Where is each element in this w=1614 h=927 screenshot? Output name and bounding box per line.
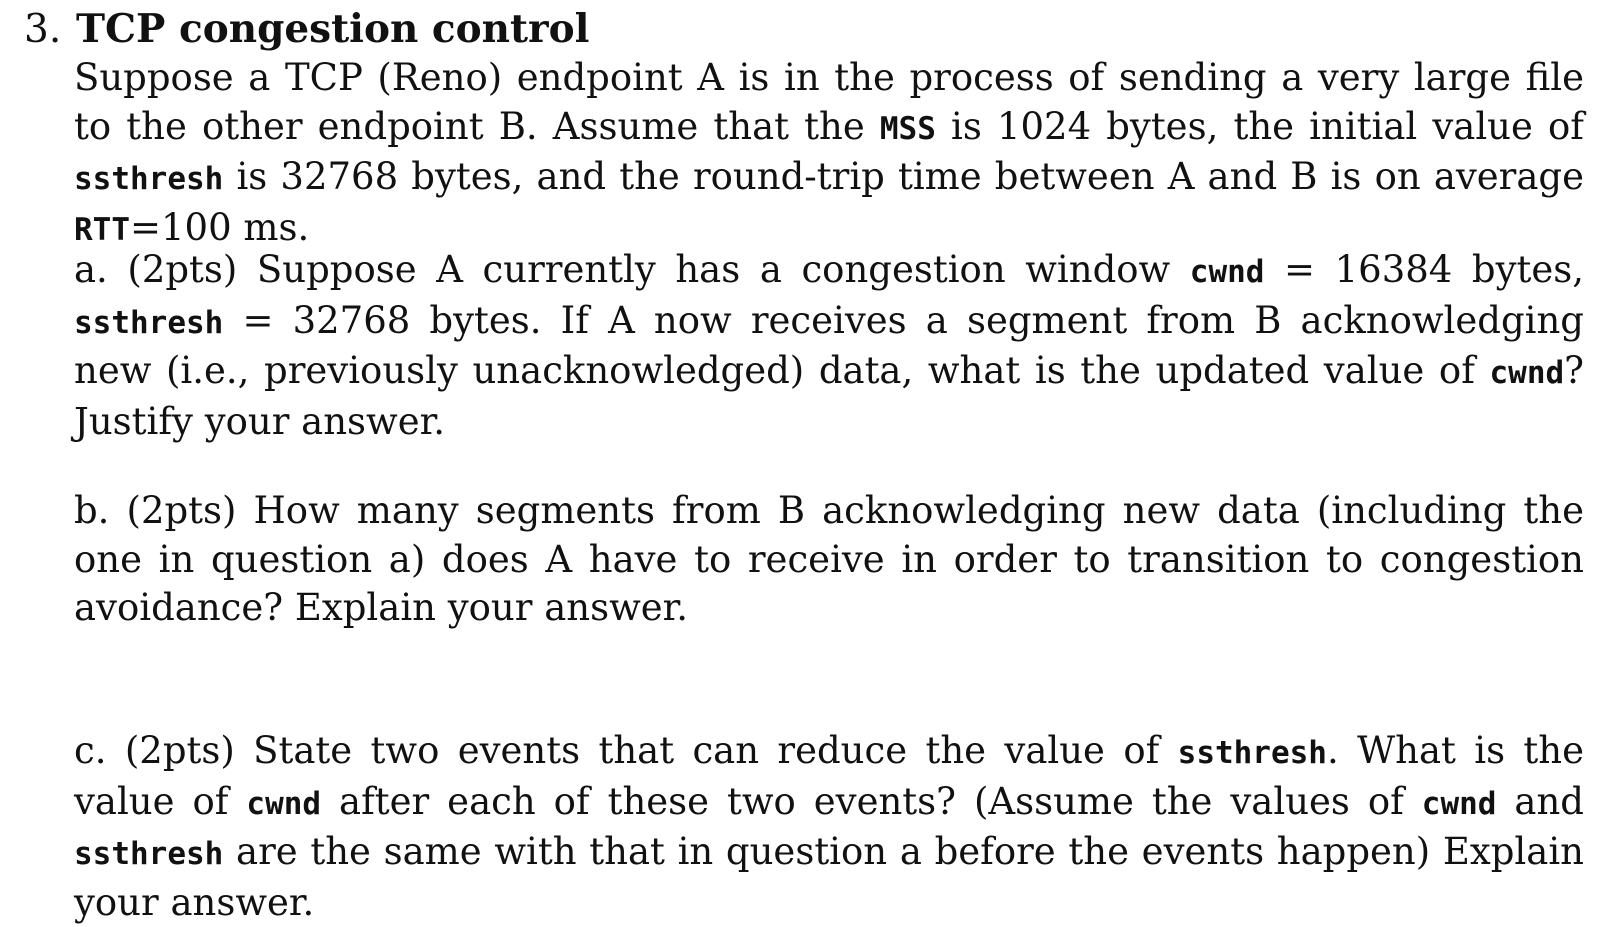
cwnd-code: cwnd [1421, 785, 1497, 822]
question-b [74, 487, 1584, 633]
cwnd-code: cwnd [246, 785, 322, 822]
section-title: TCP congestion control [76, 6, 590, 52]
intro-text-4: =100 ms. [130, 205, 310, 249]
question-a [74, 246, 1584, 446]
intro-paragraph [74, 54, 1584, 254]
section-number: 3. [24, 7, 62, 52]
question-c-text-1: c. (2pts) State two events that can reduce the value of [74, 729, 1178, 772]
ssthresh-code: ssthresh [1177, 735, 1327, 771]
intro-text-3: is 32768 bytes, and the round-trip time between A and B is on average [223, 155, 1584, 198]
question-a-text-4: ? Justify your answer. [74, 349, 1584, 443]
ssthresh-code: ssthresh [74, 304, 224, 341]
section-heading [24, 6, 589, 53]
rtt-code: RTT [74, 211, 130, 248]
question-a-text-3: = 32768 bytes. If A now receives a segment from B acknowledging new (i.e., previously unacknowledged) data, what is the updated value of [74, 298, 1584, 392]
cwnd-code: cwnd [1489, 355, 1565, 391]
question-c-text-4: and [1496, 779, 1584, 823]
question-c-text-5: are the same with that in question a before the events happen) Explain your answer. [74, 830, 1584, 924]
ssthresh-code: ssthresh [74, 836, 224, 872]
question-c-text-2: . What is the value of [74, 729, 1585, 823]
question-c [74, 727, 1584, 927]
question-b-text: b. (2pts) How many segments from B acknowledging new data (including the one in question a) does A have to receive in order to transition to congestion avoidance? Explain your answer. [74, 489, 1584, 629]
question-a-text-1: a. (2pts) Suppose A currently has a congestion window [74, 248, 1190, 291]
question-a-text-2: = 16384 bytes, [1264, 248, 1585, 291]
intro-text-2: is 1024 bytes, the initial value of [935, 104, 1584, 148]
cwnd-code: cwnd [1189, 254, 1265, 290]
ssthresh-code: ssthresh [74, 161, 224, 197]
intro-text-1: Suppose a TCP (Reno) endpoint A is in the process of sending a very large file to the other endpoint B. Assume that the [74, 56, 1584, 148]
mss-code: MSS [879, 110, 936, 147]
question-c-text-3: after each of these two events? (Assume the values of [321, 779, 1422, 823]
